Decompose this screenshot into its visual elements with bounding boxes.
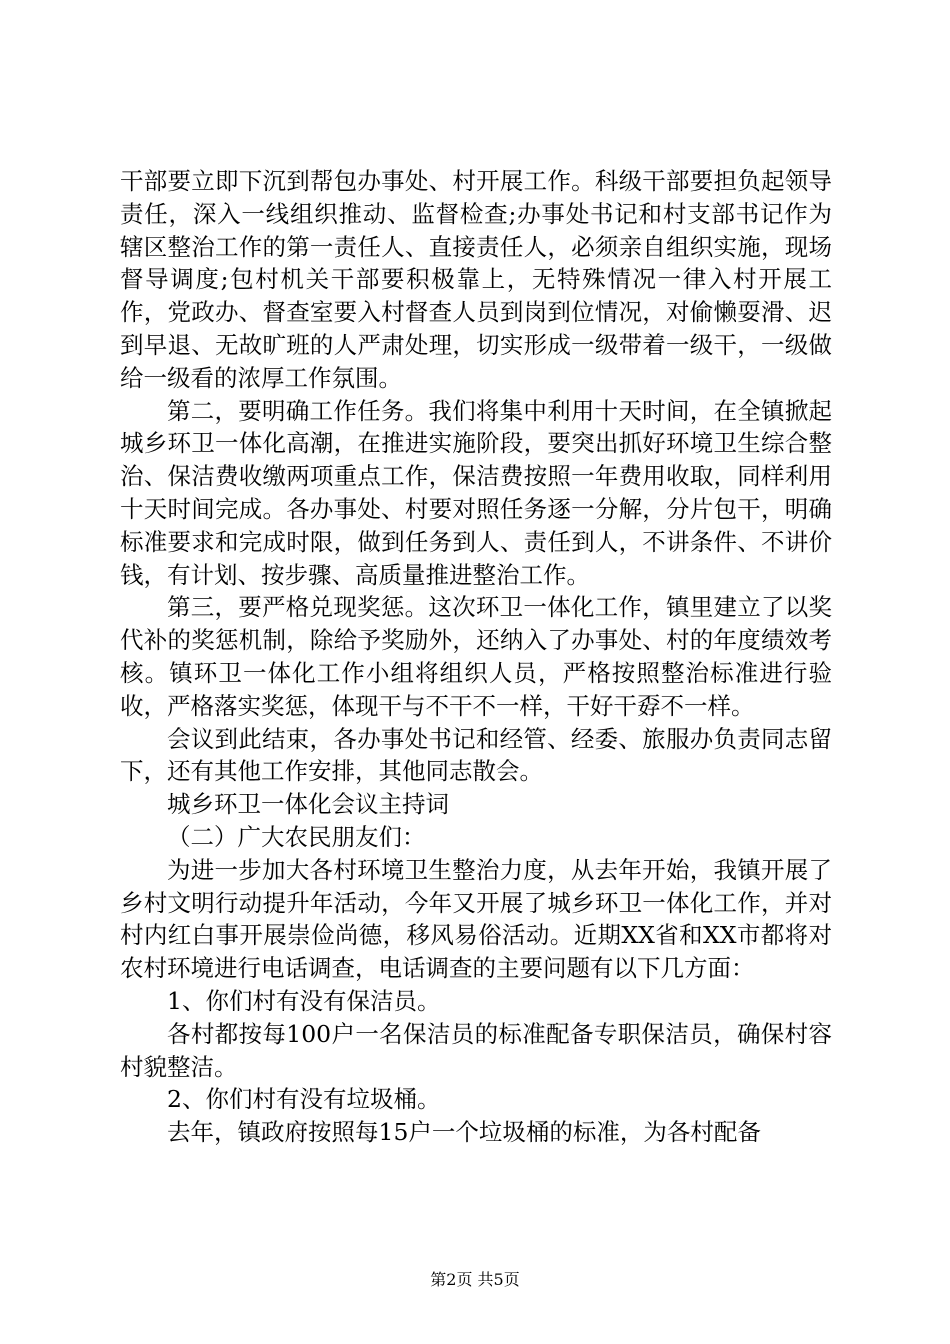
paragraph-second-point: 第二，要明确工作任务。我们将集中利用十天时间，在全镇掀起城乡环卫一体化高潮，在推进实施阶段，要突出抓好环境卫生综合整治、保洁费收缴两项重点工作，保洁费按照一年费用收取，同样利用十天时间完成。各办事处、村要对照任务逐一分解，分片包干，明确标准要求和完成时限，做到任务到人、责任到人，不讲条件、不讲价钱，有计划、按步骤、高质量推进整治工作。 (120, 396, 832, 589)
document-body (120, 165, 832, 1149)
paragraph-closing: 会议到此结束，各办事处书记和经管、经委、旅服办负责同志留下，还有其他工作安排，其他同志散会。 (120, 724, 832, 786)
section-title: 城乡环卫一体化会议主持词 (167, 790, 449, 819)
salutation: （二）广大农民朋友们： (167, 822, 426, 851)
paragraph-intro: 为进一步加大各村环境卫生整治力度，从去年开始，我镇开展了乡村文明行动提升年活动，今年又开展了城乡环卫一体化工作，并对村内红白事开展崇俭尚德，移风易俗活动。近期XX省和XX市都将对农村环境进行电话调查，电话调查的主要问题有以下几方面： (120, 855, 832, 983)
paragraph-third-point: 第三，要严格兑现奖惩。这次环卫一体化工作，镇里建立了以奖代补的奖惩机制，除给予奖励外，还纳入了办事处、村的年度绩效考核。镇环卫一体化工作小组将组织人员，严格按照整治标准进行验收，严格落实奖惩，体现干与不干不一样，干好干孬不一样。 (120, 593, 832, 720)
question-1: 1、你们村有没有保洁员。 (167, 986, 441, 1015)
page-number-footer: 第2页 共5页 (430, 1270, 520, 1289)
question-2: 2、你们村有没有垃圾桶。 (167, 1085, 441, 1114)
answer-1: 各村都按每100户一名保洁员的标准配备专职保洁员，确保村容村貌整洁。 (120, 1019, 832, 1081)
paragraph-continuation: 干部要立即下沉到帮包办事处、村开展工作。科级干部要担负起领导责任，深入一线组织推动、监督检查;办事处书记和村支部书记作为辖区整治工作的第一责任人、直接责任人，必须亲自组织实施，现场督导调度;包村机关干部要积极靠上，无特殊情况一律入村开展工作，党政办、督查室要入村督查人员到岗到位情况，对偷懒耍滑、迟到早退、无故旷班的人严肃处理，切实形成一级带着一级干，一级做给一级看的浓厚工作氛围。 (120, 167, 832, 392)
answer-2: 去年，镇政府按照每15户一个垃圾桶的标准，为各村配备 (167, 1118, 761, 1147)
